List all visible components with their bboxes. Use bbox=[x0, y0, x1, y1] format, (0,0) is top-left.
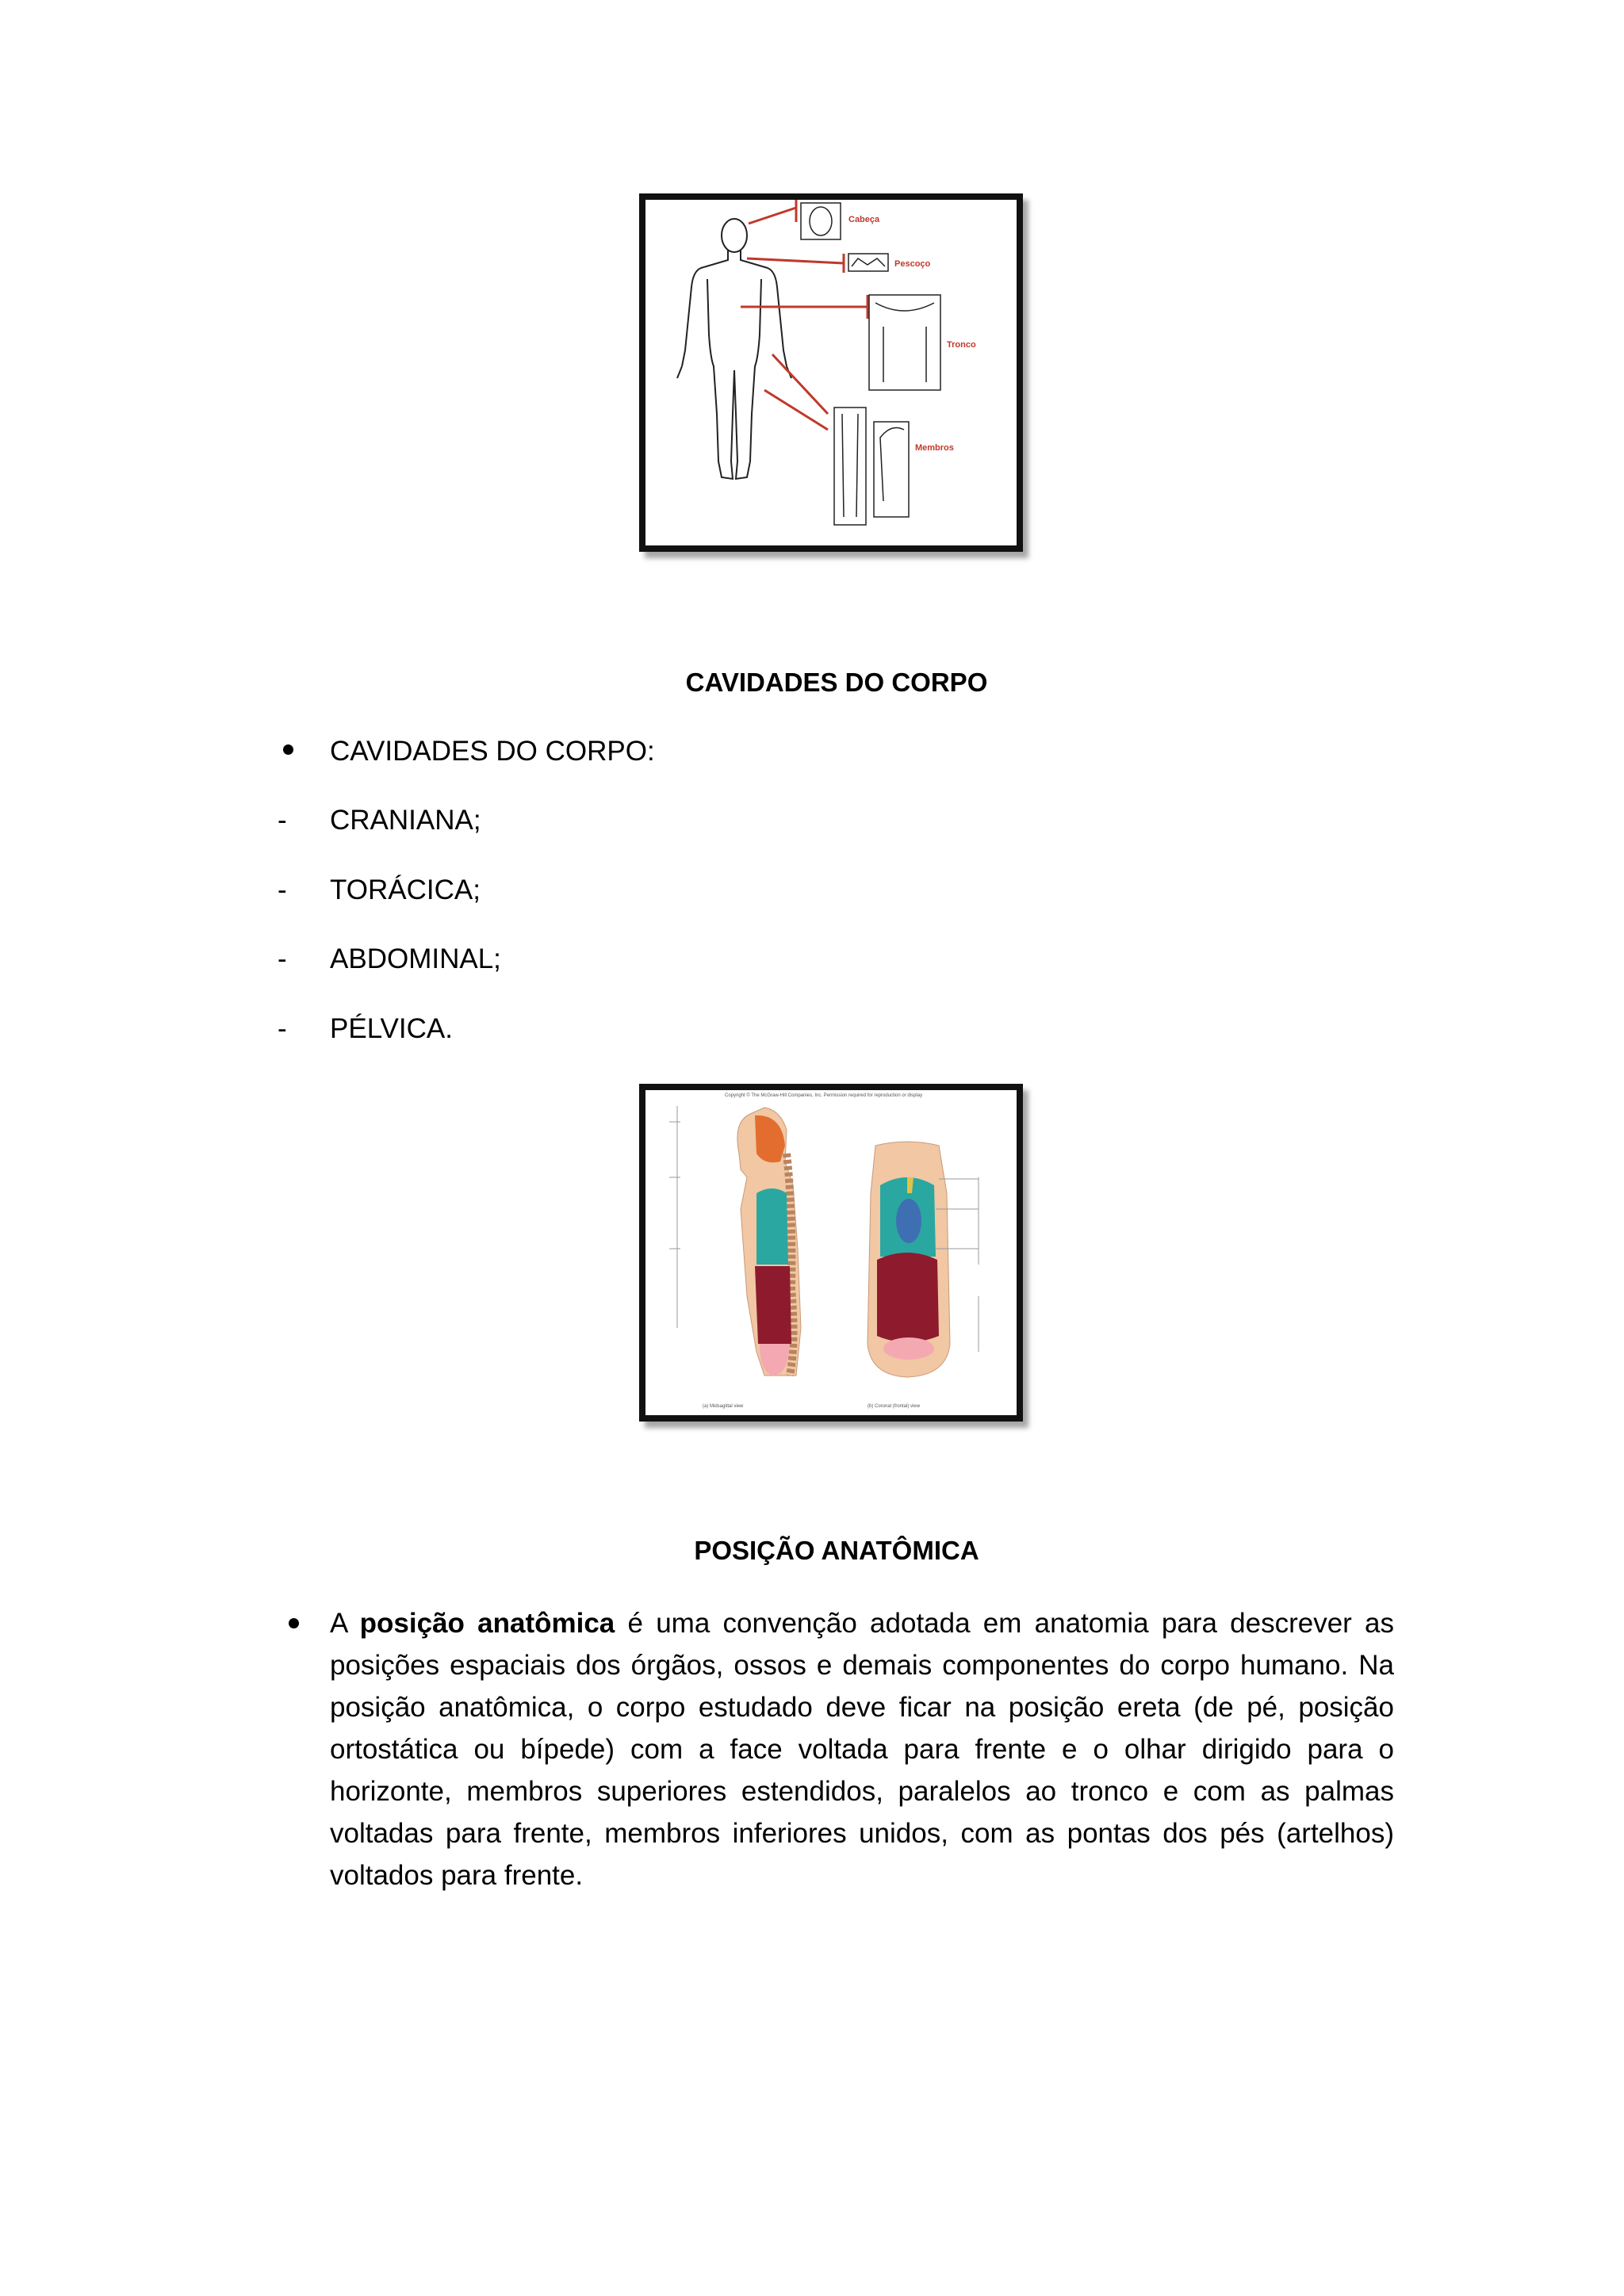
dash-marker: - bbox=[278, 1013, 287, 1044]
dash-item-text: PÉLVICA. bbox=[330, 1013, 453, 1044]
label-head: Cabeça bbox=[848, 215, 880, 224]
bullet-item bbox=[278, 736, 655, 767]
bullet-text: CAVIDADES DO CORPO: bbox=[330, 736, 655, 767]
dash-item bbox=[278, 1013, 453, 1045]
body-regions-illustration bbox=[645, 200, 1017, 545]
dash-marker: - bbox=[278, 943, 287, 974]
paragraph-bold-term: posição anatômica bbox=[359, 1608, 615, 1639]
paragraph-lead: A bbox=[330, 1608, 360, 1639]
dash-item bbox=[278, 805, 481, 836]
label-limbs: Membros bbox=[915, 443, 954, 453]
bullet-icon bbox=[289, 1618, 299, 1628]
body-regions-figure bbox=[639, 193, 1023, 552]
dash-item-text: CRANIANA; bbox=[330, 805, 481, 836]
bullet-icon bbox=[283, 744, 293, 755]
caption-sagittal: (a) Midsagittal view bbox=[703, 1404, 744, 1409]
dash-item bbox=[278, 943, 501, 975]
body-cavities-figure bbox=[639, 1084, 1023, 1422]
body-cavities-illustration bbox=[645, 1090, 1017, 1415]
label-neck: Pescoço bbox=[894, 259, 931, 269]
figure-copyright: Copyright © The McGraw-Hill Companies, Inc. Permission required for reproduction or display bbox=[725, 1093, 923, 1098]
dash-marker: - bbox=[278, 874, 287, 905]
section-title-cavities: CAVIDADES DO CORPO bbox=[685, 668, 988, 697]
dash-marker: - bbox=[278, 805, 287, 836]
anatomical-position-paragraph bbox=[330, 1602, 1394, 1896]
label-trunk: Tronco bbox=[947, 340, 976, 350]
paragraph-body: é uma convenção adotada em anatomia para descrever as posições espaciais dos órgãos, ossos e demais componentes do corpo humano. Na posição anatômica, o corpo estudado deve ficar na posição ereta (de pé, posição ortostática ou bípede) com a face voltada para frente e o olhar dirigido para o horizonte, membros superiores estendidos, paralelos ao tronco e com as palmas voltadas para frente, membros inferiores unidos, com as pontas dos pés (artelhos) voltados para frente. bbox=[330, 1608, 1395, 1891]
dash-item-text: TORÁCICA; bbox=[330, 874, 481, 905]
section-title-anatomical-position: POSIÇÃO ANATÔMICA bbox=[694, 1536, 979, 1565]
caption-coronal: (b) Coronal (frontal) view bbox=[868, 1404, 921, 1409]
dash-item-text: ABDOMINAL; bbox=[330, 943, 501, 974]
dash-item bbox=[278, 874, 481, 906]
